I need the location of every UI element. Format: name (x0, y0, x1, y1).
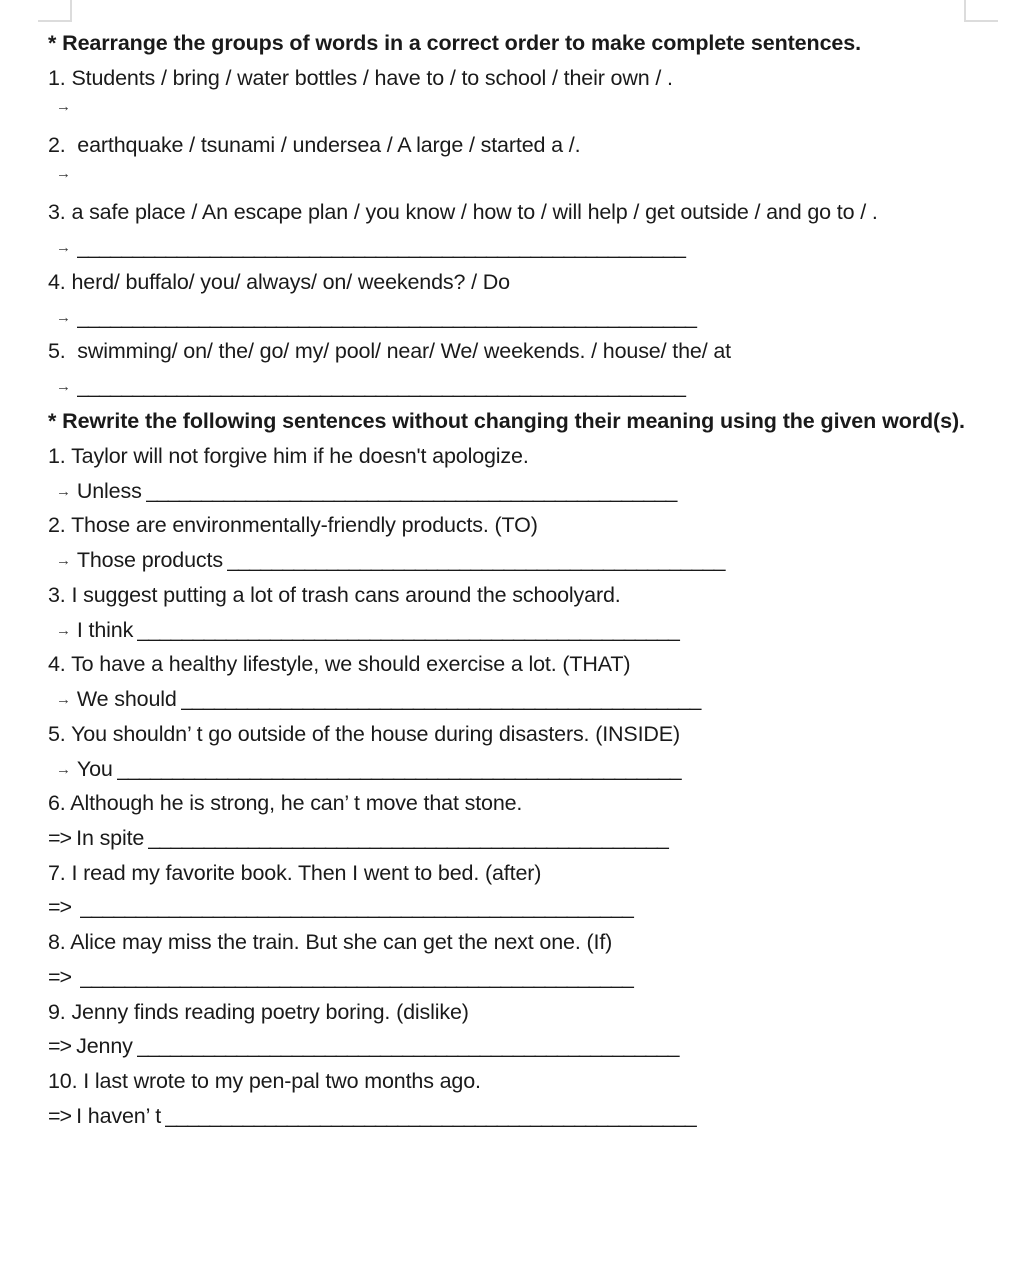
answer-lead-in: Unless (76, 478, 142, 503)
answer-line (48, 892, 998, 923)
question-prompt: 1. Students / bring / water bottles / have to / to school / their own / . (48, 66, 673, 91)
answer-line (48, 684, 998, 715)
answer-line (48, 1101, 998, 1132)
answer-lead-in: We should (76, 687, 177, 712)
answer-blank-rule[interactable]: ________________________________________________ (145, 478, 677, 503)
arrow-icon: → (56, 239, 71, 257)
worksheet-page (48, 28, 998, 1136)
answer-lead-in: In spite (76, 826, 145, 851)
question-prompt: 7. I read my favorite book. Then I went to bed. (after) (48, 860, 542, 885)
answer-line (48, 98, 998, 119)
answer-line (48, 232, 998, 263)
answer-blank-rule[interactable]: ___________________________________________________ (116, 756, 681, 781)
question-prompt: 9. Jenny finds reading poetry boring. (dislike) (48, 999, 469, 1024)
answer-line (48, 615, 998, 646)
double-arrow-icon: => (48, 1034, 72, 1059)
arrow-icon: → (56, 308, 71, 326)
arrow-icon: → (56, 482, 71, 500)
arrow-icon: → (56, 760, 71, 778)
answer-blank-rule[interactable]: ________________________________________________________ (76, 304, 697, 329)
answer-line (48, 1031, 998, 1062)
answer-blank-rule[interactable]: _________________________________________________ (136, 1034, 679, 1059)
arrow-icon: → (56, 552, 71, 570)
answer-blank-rule[interactable]: _______________________________________________ (180, 687, 701, 712)
answer-blank-rule[interactable]: _______________________________________________________ (76, 235, 686, 260)
answer-lead-in: You (76, 756, 113, 781)
question-prompt: 2. earthquake / tsunami / undersea / A large / started a /. (48, 133, 581, 158)
question-prompt: 8. Alice may miss the train. But she can get the next one. (If) (48, 930, 613, 955)
answer-blank-rule[interactable]: __________________________________________________ (80, 964, 633, 989)
question-prompt: 5. swimming/ on/ the/ go/ my/ pool/ near/ We/ weekends. / house/ the/ at (48, 339, 731, 364)
question-prompt: 6. Although he is strong, he can’ t move that stone. (48, 791, 523, 816)
arrow-icon: → (56, 621, 71, 639)
question-prompt: 2. Those are environmentally-friendly products. (TO) (48, 513, 538, 538)
answer-line (48, 371, 998, 402)
question-prompt: 4. herd/ buffalo/ you/ always/ on/ weekends? / Do (48, 269, 510, 294)
answer-blank-rule[interactable]: _________________________________________________ (137, 617, 679, 642)
section-heading-rearrange: * Rearrange the groups of words in a correct order to make complete sentences. (48, 31, 862, 55)
answer-blank-rule[interactable]: _____________________________________________ (226, 548, 725, 573)
page-corner-mark-top-left (38, 0, 72, 22)
double-arrow-icon: => (48, 895, 72, 920)
arrow-icon: → (56, 165, 71, 182)
answer-lead-in: Those products (76, 548, 223, 573)
double-arrow-icon: => (48, 826, 72, 851)
answer-lead-in: I think (76, 617, 134, 642)
answer-lead-in: I haven’ t (76, 1103, 162, 1128)
arrow-icon: → (56, 691, 71, 709)
question-prompt: 5. You shouldn’ t go outside of the house during disasters. (INSIDE) (48, 721, 681, 746)
answer-blank-rule[interactable]: _______________________________________________ (148, 826, 668, 851)
answer-line (48, 962, 998, 993)
arrow-icon: → (56, 378, 71, 396)
answer-blank-rule[interactable]: ________________________________________________ (165, 1103, 696, 1128)
answer-line (48, 165, 998, 186)
answer-line (48, 545, 998, 576)
answer-line (48, 476, 998, 507)
answer-line (48, 754, 998, 785)
answer-lead-in: Jenny (76, 1034, 133, 1059)
answer-line (48, 823, 998, 854)
page-corner-mark-top-right (964, 0, 998, 22)
double-arrow-icon: => (48, 964, 72, 989)
question-prompt: 3. I suggest putting a lot of trash cans around the schoolyard. (48, 582, 621, 607)
question-prompt: 1. Taylor will not forgive him if he doesn't apologize. (48, 443, 529, 468)
answer-blank-rule[interactable]: _______________________________________________________ (76, 374, 686, 399)
double-arrow-icon: => (48, 1103, 72, 1128)
answer-blank-rule[interactable]: __________________________________________________ (80, 895, 633, 920)
question-prompt: 3. a safe place / An escape plan / you know / how to / will help / get outside / and go to / . (48, 200, 878, 225)
question-prompt: 10. I last wrote to my pen-pal two months ago. (48, 1069, 481, 1094)
arrow-icon: → (56, 97, 71, 115)
question-prompt: 4. To have a healthy lifestyle, we should exercise a lot. (THAT) (48, 652, 631, 677)
answer-line (48, 302, 998, 333)
section-heading-rewrite: * Rewrite the following sentences without changing their meaning using the given word(s). (48, 408, 965, 433)
